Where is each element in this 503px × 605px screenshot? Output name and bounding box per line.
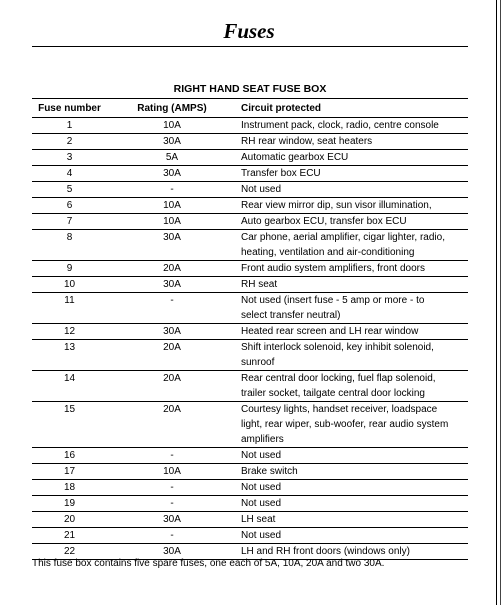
rating-cell: - — [107, 182, 237, 198]
circuit-cell — [237, 448, 468, 464]
table-row — [32, 182, 468, 198]
circuit-line: light, rear wiper, sub-woofer, rear audio system — [241, 419, 449, 430]
circuit-line: Not used — [241, 482, 282, 493]
circuit-cell — [237, 480, 468, 496]
table-row — [32, 528, 468, 544]
fuse-number-cell: 22 — [32, 544, 107, 560]
fuse-number-cell: 7 — [32, 214, 107, 230]
rating-cell: - — [107, 480, 237, 496]
header-circuit-protected: Circuit protected — [237, 99, 468, 118]
fuse-number-cell: 15 — [32, 402, 107, 448]
table-row — [32, 214, 468, 230]
circuit-line: Front audio system amplifiers, front doors — [241, 263, 425, 274]
page-edge-line-outer — [500, 0, 501, 605]
table-row — [32, 198, 468, 214]
rating-cell: - — [107, 448, 237, 464]
circuit-cell — [237, 528, 468, 544]
circuit-cell — [237, 496, 468, 512]
rating-cell: 20A — [107, 261, 237, 277]
rating-cell: 10A — [107, 214, 237, 230]
fuse-number-cell: 2 — [32, 134, 107, 150]
fuse-number-cell: 18 — [32, 480, 107, 496]
circuit-line: Shift interlock solenoid, key inhibit solenoid, — [241, 342, 434, 353]
fuse-number-cell: 6 — [32, 198, 107, 214]
circuit-line: Car phone, aerial amplifier, cigar lighter, radio, — [241, 232, 445, 243]
table-header-row — [32, 99, 468, 118]
rating-cell: 10A — [107, 464, 237, 480]
fuse-table-body — [32, 118, 468, 560]
table-row — [32, 464, 468, 480]
table-row — [32, 496, 468, 512]
circuit-cell — [237, 118, 468, 134]
circuit-line: select transfer neutral) — [241, 310, 341, 321]
circuit-line: Brake switch — [241, 466, 298, 477]
fuse-number-cell: 12 — [32, 324, 107, 340]
fuse-number-cell: 11 — [32, 293, 107, 324]
circuit-line: Not used — [241, 498, 282, 509]
circuit-line: Transfer box ECU — [241, 168, 321, 179]
circuit-cell — [237, 134, 468, 150]
rating-cell: 30A — [107, 277, 237, 293]
circuit-cell — [237, 150, 468, 166]
circuit-line: Not used — [241, 450, 282, 461]
table-row — [32, 512, 468, 528]
fuse-number-cell: 4 — [32, 166, 107, 182]
rating-cell: 10A — [107, 118, 237, 134]
table-row — [32, 324, 468, 340]
page-title: Fuses — [223, 19, 275, 43]
fuse-number-cell: 9 — [32, 261, 107, 277]
rating-cell: 30A — [107, 134, 237, 150]
circuit-cell — [237, 512, 468, 528]
circuit-line: Auto gearbox ECU, transfer box ECU — [241, 216, 407, 227]
rating-cell: 20A — [107, 371, 237, 402]
fuse-table — [32, 98, 468, 560]
circuit-line: RH seat — [241, 279, 278, 290]
table-row — [32, 340, 468, 371]
circuit-cell — [237, 324, 468, 340]
table-row — [32, 261, 468, 277]
circuit-line: amplifiers — [241, 434, 284, 445]
table-row — [32, 118, 468, 134]
fuse-number-cell: 20 — [32, 512, 107, 528]
circuit-cell — [237, 277, 468, 293]
circuit-line: sunroof — [241, 357, 275, 368]
rating-cell: 10A — [107, 198, 237, 214]
circuit-line: Instrument pack, clock, radio, centre console — [241, 120, 439, 131]
rating-cell: - — [107, 293, 237, 324]
header-fuse-number: Fuse number — [32, 99, 107, 118]
circuit-line: RH rear window, seat heaters — [241, 136, 373, 147]
circuit-line: Not used — [241, 530, 282, 541]
fuse-number-cell: 3 — [32, 150, 107, 166]
rating-cell: 30A — [107, 230, 237, 261]
circuit-cell — [237, 340, 468, 371]
circuit-line: Rear central door locking, fuel flap solenoid, — [241, 373, 436, 384]
circuit-cell — [237, 371, 468, 402]
title-divider — [32, 46, 468, 47]
header-rating: Rating (AMPS) — [107, 99, 237, 118]
spare-fuses-note: This fuse box contains five spare fuses, one each of 5A, 10A, 20A and two 30A. — [32, 558, 385, 569]
circuit-line: Rear view mirror dip, sun visor illumination, — [241, 200, 432, 211]
table-row — [32, 134, 468, 150]
circuit-cell — [237, 198, 468, 214]
table-row — [32, 150, 468, 166]
rating-cell: 30A — [107, 544, 237, 560]
table-row — [32, 448, 468, 464]
table-row — [32, 371, 468, 402]
fuse-number-cell: 8 — [32, 230, 107, 261]
circuit-line: Not used — [241, 184, 282, 195]
table-row — [32, 230, 468, 261]
fuse-number-cell: 14 — [32, 371, 107, 402]
fuse-number-cell: 1 — [32, 118, 107, 134]
fuse-number-cell: 21 — [32, 528, 107, 544]
fuse-number-cell: 5 — [32, 182, 107, 198]
circuit-line: Not used (insert fuse - 5 amp or more - to — [241, 295, 425, 306]
fuse-number-cell: 16 — [32, 448, 107, 464]
table-row — [32, 166, 468, 182]
rating-cell: 30A — [107, 166, 237, 182]
circuit-cell — [237, 293, 468, 324]
circuit-line: Courtesy lights, handset receiver, loadspace — [241, 404, 438, 415]
page-edge-line — [496, 0, 497, 605]
fuse-number-cell: 19 — [32, 496, 107, 512]
circuit-cell — [237, 464, 468, 480]
table-caption: RIGHT HAND SEAT FUSE BOX — [173, 83, 327, 95]
circuit-line: LH and RH front doors (windows only) — [241, 546, 410, 557]
circuit-cell — [237, 402, 468, 448]
rating-cell: - — [107, 528, 237, 544]
circuit-line: heating, ventilation and air-conditioning — [241, 247, 415, 258]
table-row — [32, 402, 468, 448]
circuit-cell — [237, 230, 468, 261]
rating-cell: 20A — [107, 402, 237, 448]
circuit-line: Heated rear screen and LH rear window — [241, 326, 419, 337]
table-row — [32, 293, 468, 324]
fuse-number-cell: 10 — [32, 277, 107, 293]
fuse-number-cell: 13 — [32, 340, 107, 371]
circuit-cell — [237, 166, 468, 182]
table-row — [32, 277, 468, 293]
rating-cell: 20A — [107, 340, 237, 371]
circuit-line: LH seat — [241, 514, 276, 525]
circuit-line: Automatic gearbox ECU — [241, 152, 349, 163]
rating-cell: - — [107, 496, 237, 512]
circuit-line: trailer socket, tailgate central door locking — [241, 388, 425, 399]
rating-cell: 30A — [107, 324, 237, 340]
table-row — [32, 480, 468, 496]
rating-cell: 5A — [107, 150, 237, 166]
circuit-cell — [237, 261, 468, 277]
fuse-number-cell: 17 — [32, 464, 107, 480]
circuit-cell — [237, 214, 468, 230]
circuit-cell — [237, 182, 468, 198]
rating-cell: 30A — [107, 512, 237, 528]
